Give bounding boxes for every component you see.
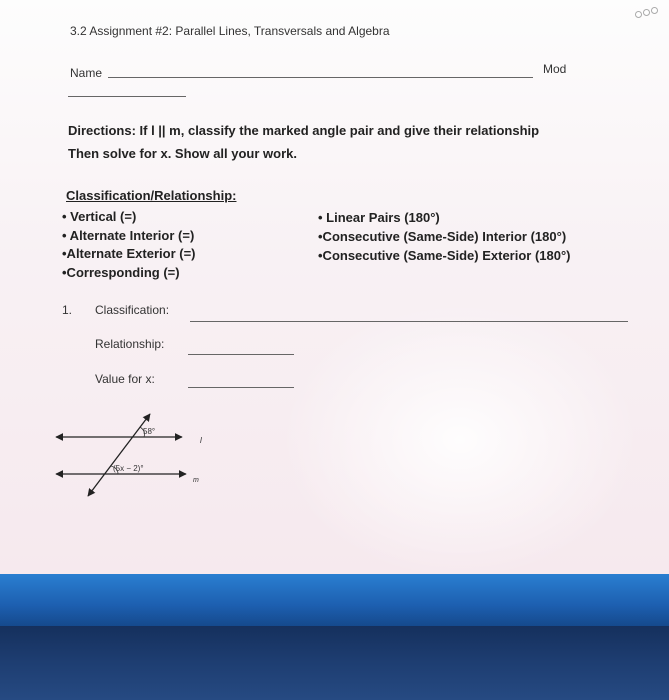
classification-label: Classification: (95, 303, 170, 317)
light-glare (280, 300, 640, 574)
name-line[interactable] (108, 77, 533, 78)
list-item: • Linear Pairs (180°) (318, 210, 440, 225)
list-item: •Corresponding (=) (62, 265, 180, 280)
line-label-l: l (200, 436, 202, 445)
parallel-lines-diagram (50, 410, 220, 500)
list-item: •Consecutive (Same-Side) Interior (180°) (318, 229, 567, 244)
classification-heading: Classification/Relationship: (66, 188, 237, 203)
relationship-answer-line[interactable] (188, 354, 294, 355)
directions-line2: Then solve for x. Show all your work. (68, 146, 297, 161)
list-item: • Alternate Interior (=) (62, 228, 195, 243)
mod-label: Mod (543, 62, 567, 76)
value-answer-line[interactable] (188, 387, 294, 388)
value-label: Value for x: (95, 372, 155, 386)
list-item: •Alternate Exterior (=) (62, 246, 196, 261)
list-item: •Consecutive (Same-Side) Exterior (180°) (318, 248, 571, 263)
more-options-icon[interactable] (635, 4, 663, 24)
short-line (68, 96, 186, 97)
relationship-label: Relationship: (95, 337, 165, 351)
monitor-taskbar (0, 574, 669, 626)
transversal-line (88, 414, 150, 496)
classification-answer-line[interactable] (190, 321, 628, 322)
name-label: Name (70, 66, 103, 80)
directions-line1: Directions: If l || m, classify the marked angle pair and give their relationship (68, 123, 540, 138)
list-item: • Vertical (=) (62, 209, 137, 224)
angle-label-bottom: (5x − 2)° (113, 464, 144, 473)
monitor-base (0, 626, 669, 700)
line-label-m: m (193, 477, 199, 484)
angle-label-top: 58° (143, 427, 156, 436)
problem-number: 1. (62, 303, 73, 317)
worksheet-title: 3.2 Assignment #2: Parallel Lines, Transversals and Algebra (70, 24, 390, 38)
